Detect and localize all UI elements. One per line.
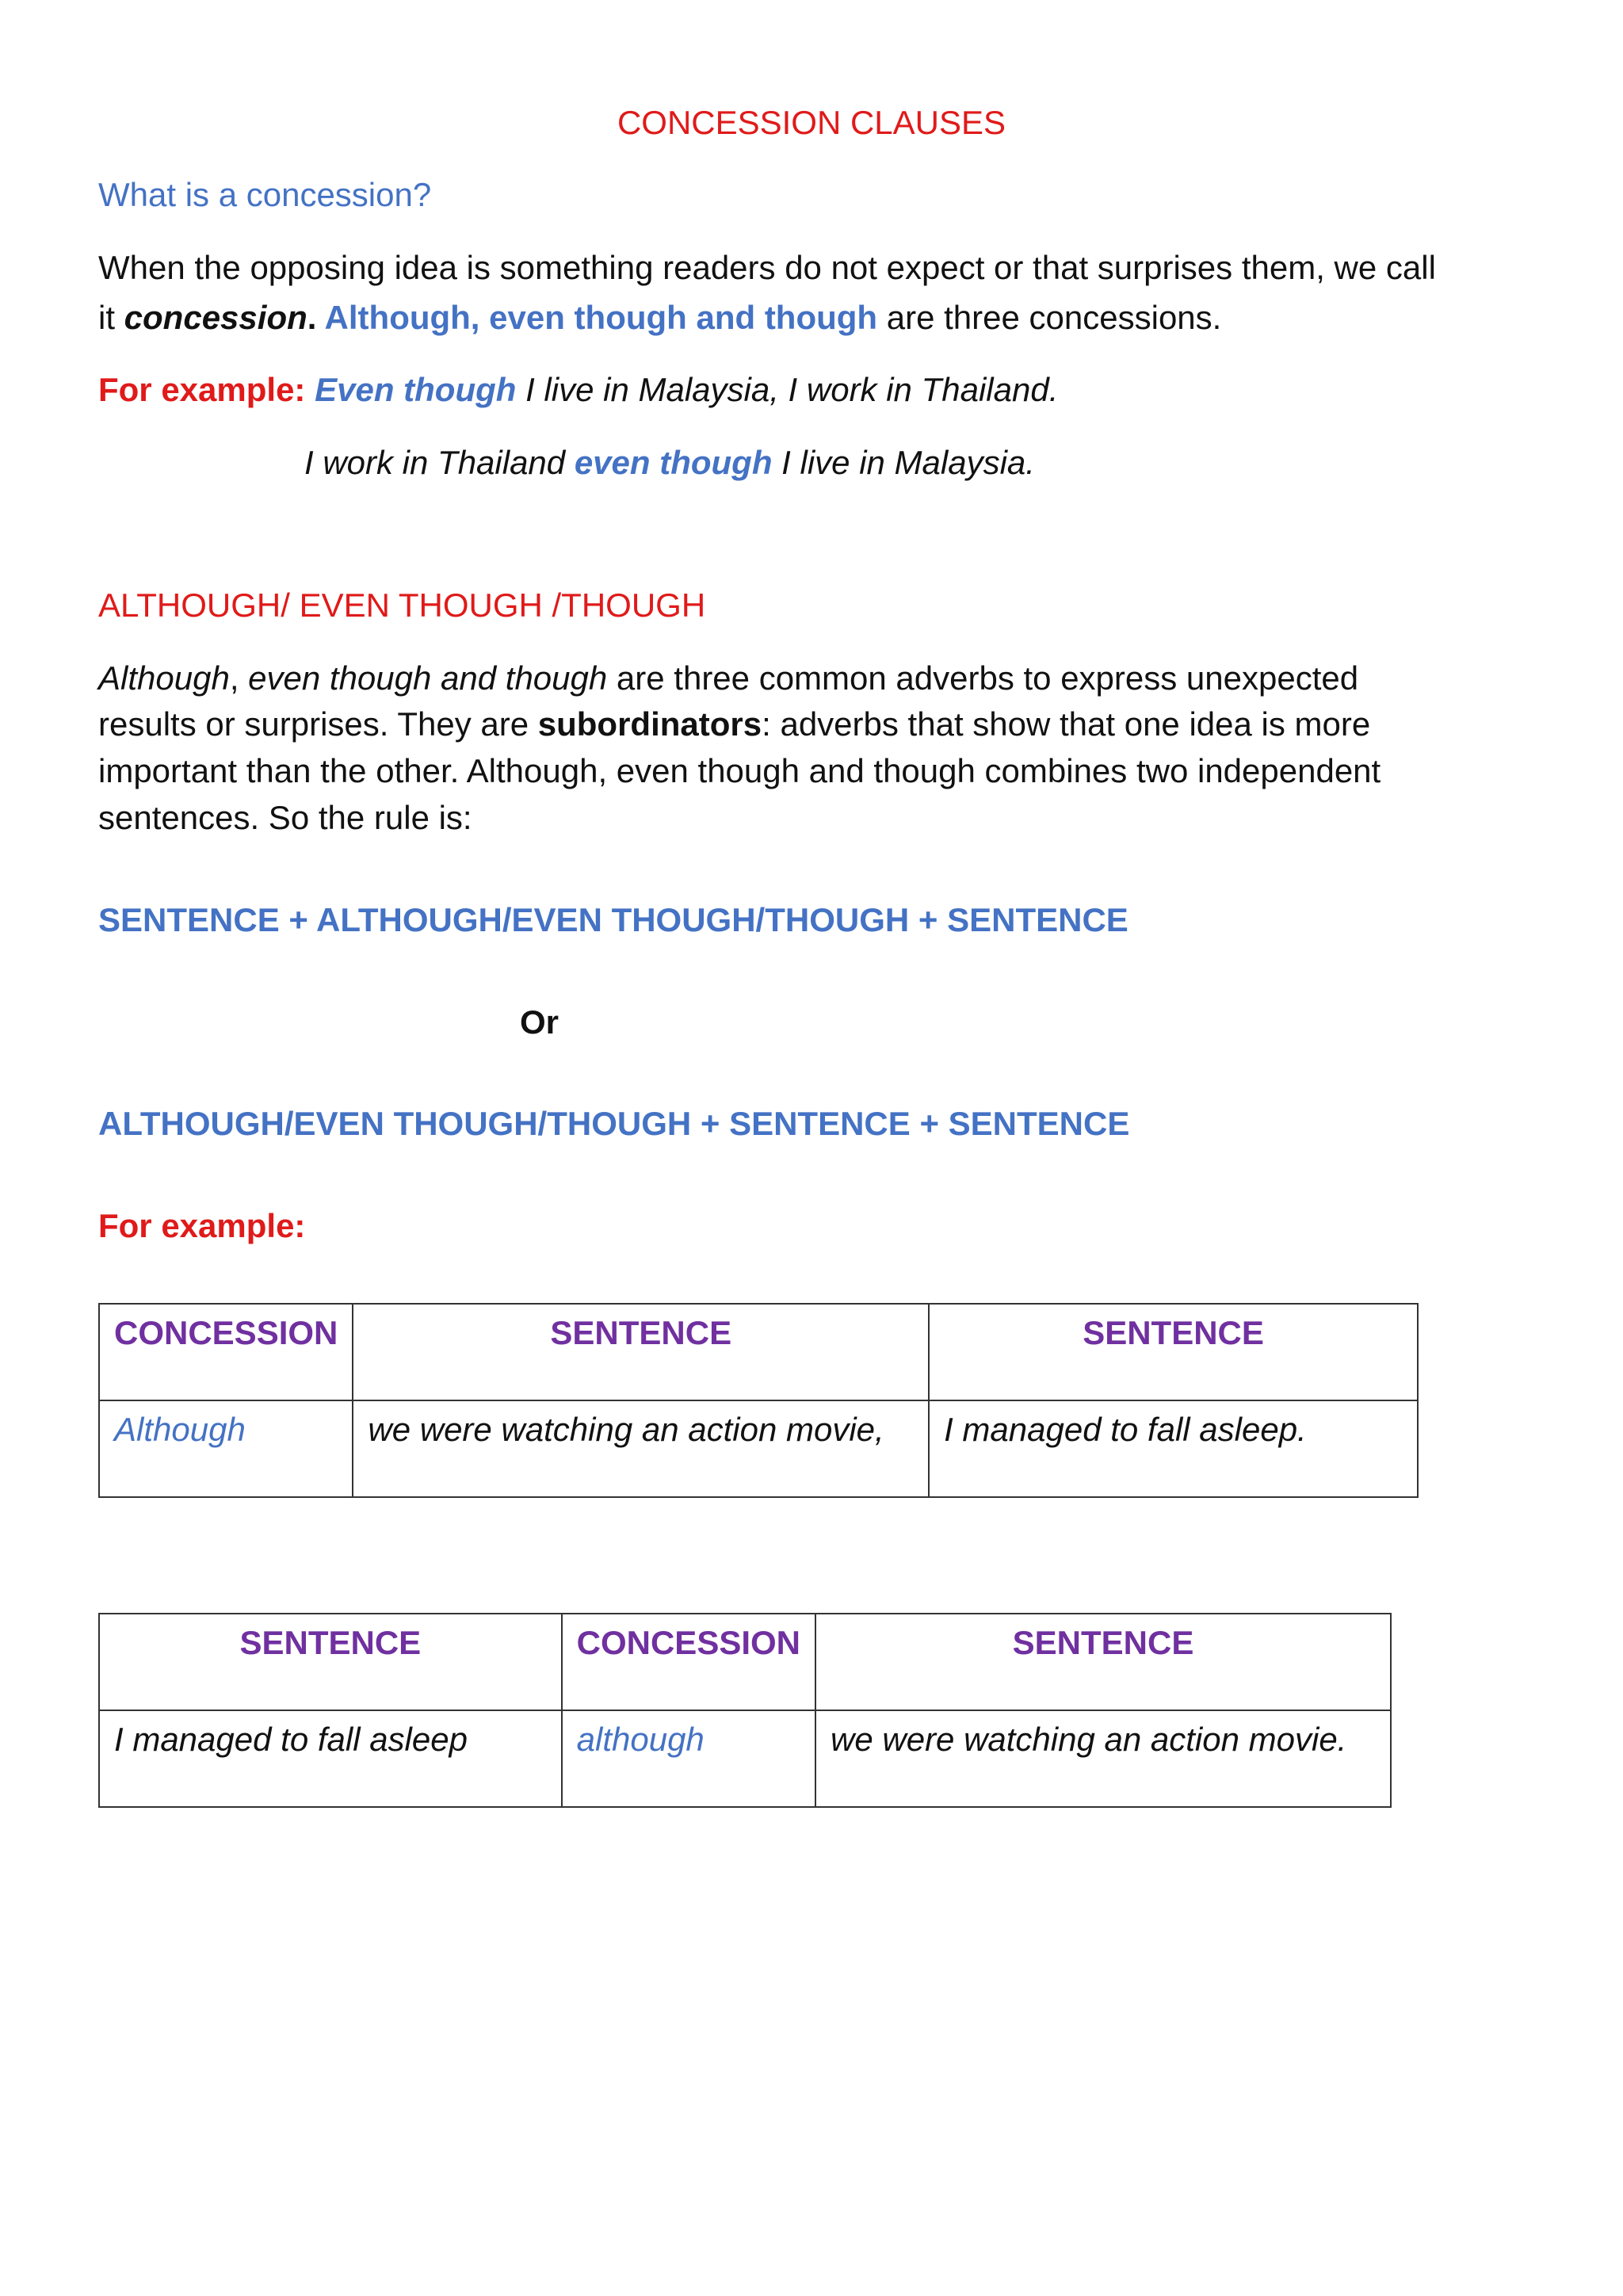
text-three-concessions: are three concessions. — [877, 299, 1222, 336]
table-header-cell: CONCESSION — [562, 1614, 815, 1710]
or-label: Or — [520, 1003, 559, 1041]
table-header-row — [99, 1304, 1418, 1400]
table-header-cell: SENTENCE — [815, 1614, 1391, 1710]
text-adverbs-show: : adverbs that show that one idea is more — [762, 705, 1371, 743]
intro-paragraph-line-2 — [98, 294, 1221, 342]
example-line-2 — [304, 439, 1035, 487]
example-sentence-end: I live in Malaysia. — [772, 444, 1035, 481]
table-header-cell: SENTENCE — [929, 1304, 1418, 1400]
table-cell-sentence: I managed to fall asleep — [99, 1710, 562, 1807]
example-conjunction: even though — [574, 444, 773, 481]
example-table-1 — [98, 1303, 1419, 1498]
example-line-1 — [98, 366, 1058, 414]
term-subordinators: subordinators — [537, 705, 762, 743]
table-row — [99, 1710, 1391, 1807]
example-label: For example: — [98, 371, 315, 408]
table-header-cell: CONCESSION — [99, 1304, 353, 1400]
example-table-2 — [98, 1613, 1392, 1808]
rule-paragraph-line-4: sentences. So the rule is: — [98, 799, 472, 836]
comma: , — [229, 659, 249, 697]
table-header-cell: SENTENCE — [353, 1304, 929, 1400]
section-heading-although: ALTHOUGH/ EVEN THOUGH /THOUGH — [98, 586, 706, 624]
section-heading-what-is: What is a concession? — [98, 176, 432, 213]
period: . — [307, 299, 325, 336]
term-even-though: even though and though — [248, 659, 608, 697]
rule-paragraph-line-3: important than the other. Although, even though and though combines two independent — [98, 752, 1381, 789]
rule-formula-1: SENTENCE + ALTHOUGH/EVEN THOUGH/THOUGH + SENTENCE — [98, 901, 1128, 938]
page-title: CONCESSION CLAUSES — [617, 104, 1006, 141]
text-it: it — [98, 299, 124, 336]
table-cell-sentence: we were watching an action movie. — [815, 1710, 1391, 1807]
table-cell-concession: Although — [99, 1400, 353, 1497]
rule-paragraph-line-1 — [98, 655, 1358, 702]
rule-formula-2: ALTHOUGH/EVEN THOUGH/THOUGH + SENTENCE + SENTENCE — [98, 1105, 1130, 1142]
table-cell-concession: although — [562, 1710, 815, 1807]
concession-words: Although, even though and though — [324, 299, 878, 336]
example-label-2: For example: — [98, 1207, 306, 1244]
table-cell-sentence: I managed to fall asleep. — [929, 1400, 1418, 1497]
table-cell-sentence: we were watching an action movie, — [353, 1400, 929, 1497]
table-header-cell: SENTENCE — [99, 1614, 562, 1710]
term-concession: concession — [124, 299, 307, 336]
text-adverbs: are three common adverbs to express unexpected — [607, 659, 1359, 697]
table-row — [99, 1400, 1418, 1497]
example-sentence: I live in Malaysia, I work in Thailand. — [516, 371, 1059, 408]
text-results: results or surprises. They are — [98, 705, 538, 743]
table-header-row — [99, 1614, 1391, 1710]
intro-paragraph-line-1: When the opposing idea is something readers do not expect or that surprises them, we call — [98, 249, 1436, 286]
rule-paragraph-line-2 — [98, 701, 1370, 748]
example-sentence-start: I work in Thailand — [304, 444, 575, 481]
term-although: Although — [98, 659, 230, 697]
example-conjunction: Even though — [315, 371, 517, 408]
